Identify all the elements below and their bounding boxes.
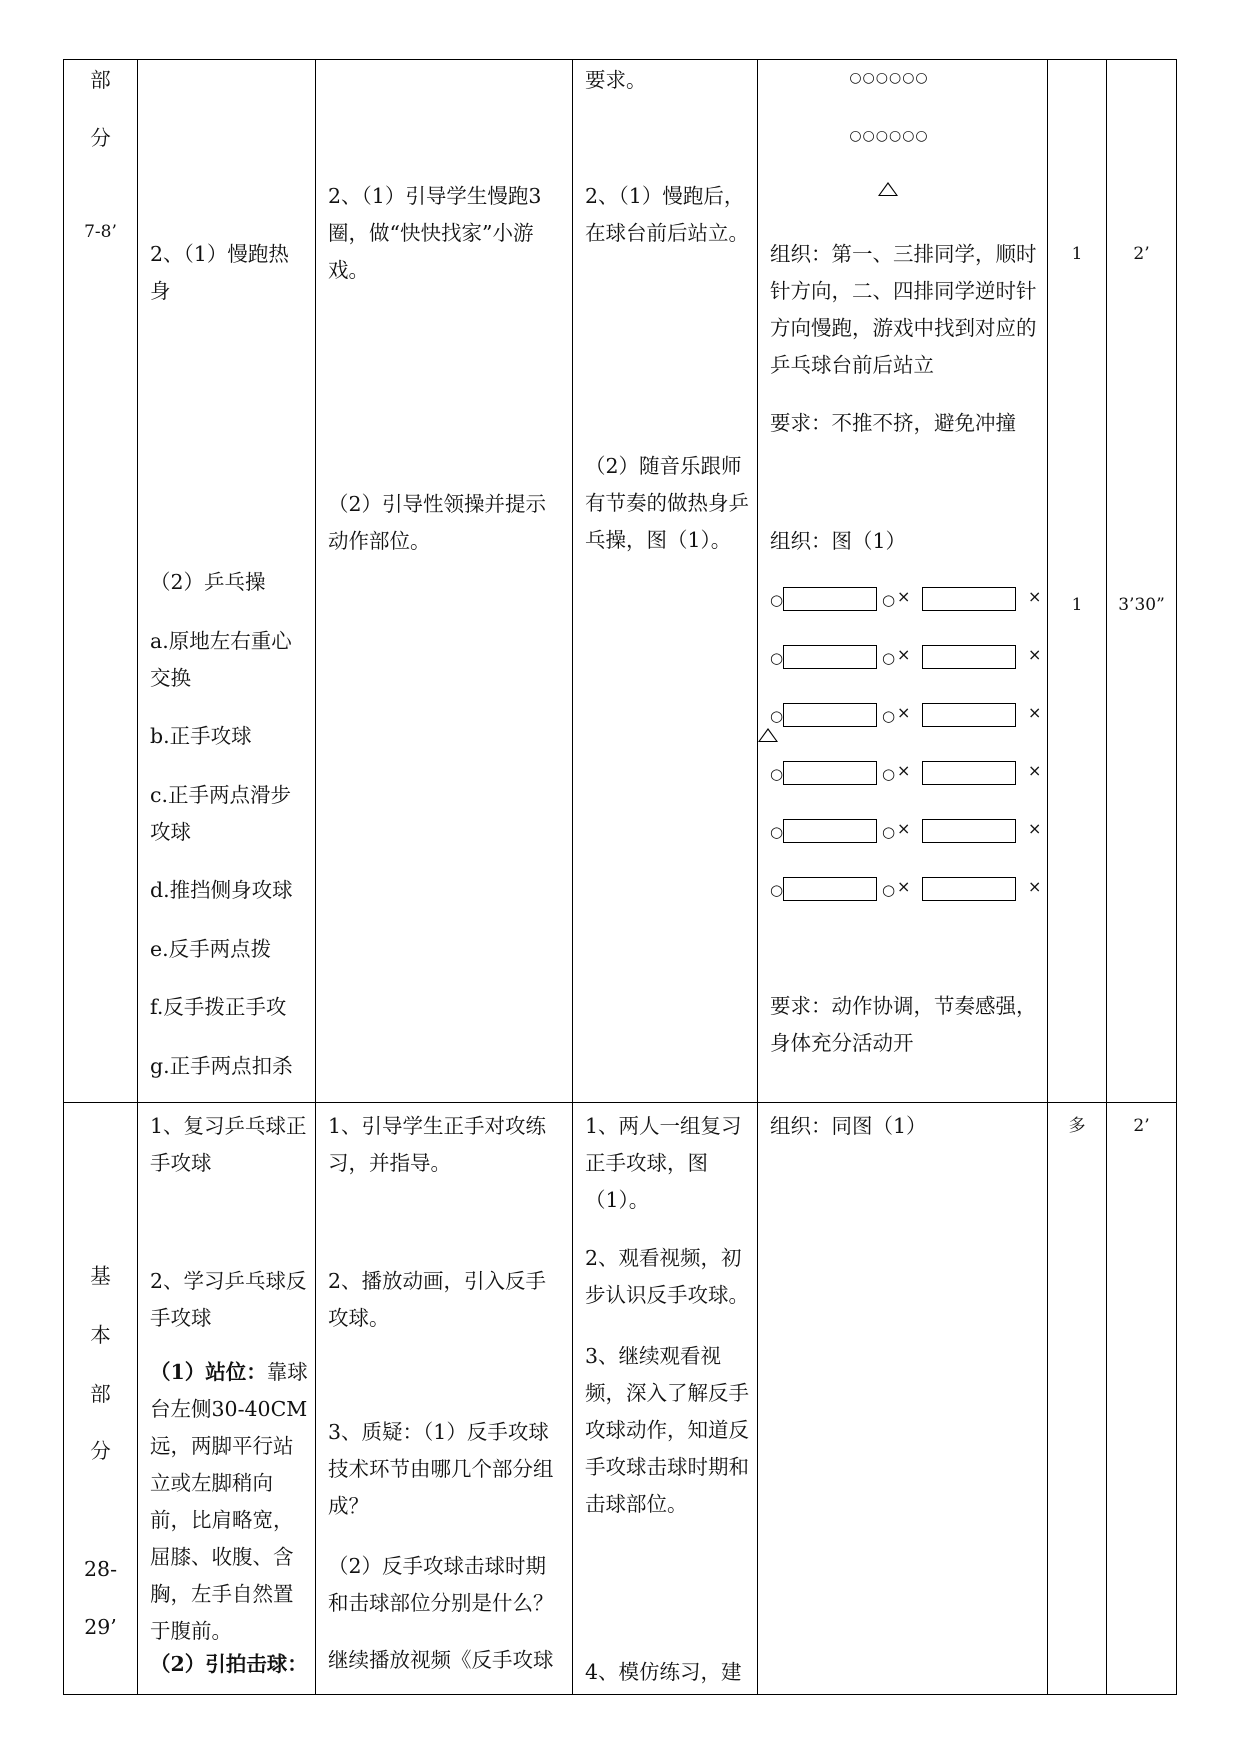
table-border-right xyxy=(1176,59,1177,1695)
formation-row: ○○○○○○ xyxy=(849,128,929,144)
section-time: 7-8’ xyxy=(84,222,117,242)
formation-row: ○○○○○○ xyxy=(849,70,929,86)
teacher-activity: 2、（1）引导学生慢跑3圈，做“快快找家”小游戏。 xyxy=(328,184,542,282)
table-layout-row: ○ ○ × × xyxy=(770,819,1042,841)
student-activity: 3、继续观看视频，深入了解反手攻球动作，知道反手攻球击球时期和击球部位。 xyxy=(585,1344,749,1516)
col-divider-4 xyxy=(757,59,758,1695)
drill-item: a.原地左右重心交换 xyxy=(150,629,292,690)
duration: 2’ xyxy=(1133,1116,1150,1136)
teacher-activity: 继续播放视频《反手攻球 xyxy=(328,1648,554,1672)
stance-text: 靠球台左侧30-40CM远，两脚平行站立或左脚稍向前，比肩略宽，屈膝、收腹、含胸，左手自然置于腹前。 xyxy=(150,1360,308,1643)
drill-item: e.反手两点拨 xyxy=(150,937,272,961)
table-border-top xyxy=(63,59,1177,60)
teacher-activity: （2）反手攻球击球时期和击球部位分别是什么？ xyxy=(328,1554,554,1615)
repetition-count: 多 xyxy=(1068,1116,1086,1136)
teacher-activity: 3、质疑：（1）反手攻球技术环节由哪几个部分组成？ xyxy=(328,1420,554,1518)
table-layout-row: ○ ○ × × xyxy=(770,645,1042,667)
drill-item: g.正手两点扣杀 xyxy=(150,1054,293,1078)
col-divider-1 xyxy=(137,59,138,1695)
teacher-activity: 1、引导学生正手对攻练习，并指导。 xyxy=(328,1114,547,1175)
drill-item: b.正手攻球 xyxy=(150,724,252,748)
lesson-content: 2、学习乒乓球反手攻球 xyxy=(150,1269,307,1330)
section-char: 本 xyxy=(90,1323,111,1347)
student-activity: 要求。 xyxy=(585,68,647,92)
drill-item: f.反手拨正手攻 xyxy=(150,995,287,1019)
section-char: 分 xyxy=(90,1439,111,1463)
duration: 2’ xyxy=(1133,244,1150,264)
teacher-triangle-icon xyxy=(758,728,778,742)
table-row-divider xyxy=(63,1102,1177,1103)
col-divider-2 xyxy=(315,59,316,1695)
section-char: 部 xyxy=(90,1382,111,1406)
warmup-jog-content: 2、（1）慢跑热身 xyxy=(150,242,289,303)
organization-note: 组织：图（1） xyxy=(770,529,907,553)
section-time: 29’ xyxy=(84,1615,117,1639)
section-char: 分 xyxy=(90,126,111,150)
student-activity: 2、观看视频，初步认识反手攻球。 xyxy=(585,1246,749,1307)
teacher-activity: （2）引导性领操并提示动作部位。 xyxy=(328,492,547,553)
col-divider-5 xyxy=(1047,59,1048,1695)
duration: 3’30” xyxy=(1118,595,1165,615)
stance-label: （1）站位： xyxy=(150,1360,267,1384)
section-char: 部 xyxy=(90,68,111,92)
table-layout-row: ○ ○ × × xyxy=(770,703,1042,725)
stance-description xyxy=(150,1354,310,1650)
pingpong-drill-title: （2）乒乓操 xyxy=(150,570,266,594)
student-activity: （2）随音乐跟师有节奏的做热身乒乓操，图（1）。 xyxy=(585,454,749,552)
repetition-count: 1 xyxy=(1071,244,1083,264)
table-border-bottom xyxy=(63,1694,1177,1695)
table-layout-row: ○ ○ × × xyxy=(770,587,1042,609)
section-time: 28- xyxy=(83,1557,117,1581)
student-activity: 2、（1）慢跑后，在球台前后站立。 xyxy=(585,184,749,245)
requirement-note: 要求：不推不挤，避免冲撞 xyxy=(770,411,1016,435)
lesson-content: 1、复习乒乓球正手攻球 xyxy=(150,1114,307,1175)
organization-note: 组织：第一、三排同学，顺时针方向，二、四排同学逆时针方向慢跑，游戏中找到对应的乒乓球台前后站立 xyxy=(770,242,1037,377)
student-activity: 1、两人一组复习正手攻球，图（1）。 xyxy=(585,1114,742,1212)
drill-item: c.正手两点滑步攻球 xyxy=(150,783,291,844)
swing-label: （2）引拍击球： xyxy=(150,1652,308,1676)
student-activity: 4、模仿练习，建 xyxy=(585,1660,742,1684)
col-divider-6 xyxy=(1106,59,1107,1695)
section-char: 基 xyxy=(90,1264,111,1288)
repetition-count: 1 xyxy=(1071,595,1083,615)
table-layout-row: ○ ○ × × xyxy=(770,877,1042,899)
drill-item: d.推挡侧身攻球 xyxy=(150,878,293,902)
teacher-activity: 2、播放动画，引入反手攻球。 xyxy=(328,1269,547,1330)
col-divider-3 xyxy=(572,59,573,1695)
table-layout-row: ○ ○ × × xyxy=(770,761,1042,783)
teacher-triangle-icon xyxy=(878,182,898,196)
requirement-note: 要求：动作协调，节奏感强，身体充分活动开 xyxy=(770,994,1037,1055)
organization-note: 组织：同图（1） xyxy=(770,1114,927,1138)
